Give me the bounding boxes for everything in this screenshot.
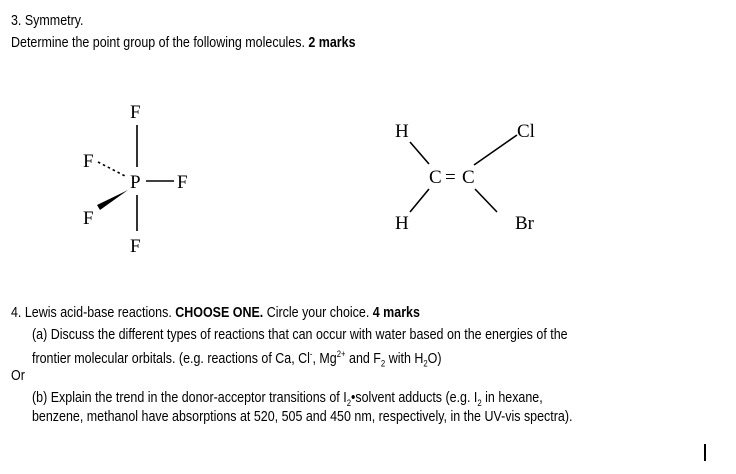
a-sup-1: - [309, 349, 313, 359]
a-text-5: O) [427, 350, 442, 367]
atom-f-top: F [130, 102, 141, 123]
b-sub-1: 2 [346, 397, 352, 408]
atom-f-bottom: F [130, 236, 141, 257]
atom-f-right: F [177, 172, 188, 193]
b-text-1: (b) Explain the trend in the donor-acceptor transitions of I [32, 390, 347, 406]
bond-c-br [475, 189, 497, 212]
atom-br: Br [515, 213, 534, 234]
double-bond-sign: = [445, 167, 456, 188]
text-cursor [704, 444, 706, 461]
atom-h-bottom: H [395, 213, 409, 234]
q4-choose-one: CHOOSE ONE. [175, 305, 264, 321]
q4-title-mid: Circle your choice. [263, 305, 373, 321]
bond-p-f-wedge [97, 190, 128, 210]
q4-title-prefix: 4. Lewis acid-base reactions. [11, 305, 176, 321]
atom-h-top: H [395, 121, 409, 142]
question-3-title: 3. Symmetry. [11, 13, 84, 29]
option-b-line-2: benzene, methanol have absorptions at 520, 505 and 450 nm, respectively, in the UV-vis spectra). [32, 409, 573, 425]
bond-p-f-dashed [98, 162, 127, 177]
b-sub-2: 2 [477, 397, 482, 408]
a-text-2: , Mg [312, 350, 337, 367]
q4-marks: 4 marks [372, 305, 420, 321]
option-a-line-1: (a) Discuss the different types of reactions that can occur with water based on the energies of the [32, 327, 568, 343]
a-sub-2: 2 [423, 358, 428, 369]
atom-c-right: C [462, 167, 475, 188]
atom-c-left: C [429, 167, 442, 188]
b-text-3: in hexane, [481, 390, 543, 406]
a-text-4: with H [385, 350, 424, 367]
alkene-structure [385, 115, 560, 240]
q3-marks: 2 marks [308, 35, 356, 51]
question-4-title [11, 305, 420, 322]
bond-h-c-bottom [410, 189, 429, 212]
pf5-structure [70, 95, 220, 270]
question-3-instruction [11, 35, 356, 52]
instruction-text: Determine the point group of the following molecules. [11, 35, 305, 51]
atom-p: P [130, 172, 141, 193]
b-dot: • [351, 390, 356, 406]
atom-cl: Cl [517, 121, 535, 142]
a-sup-2: 2+ [336, 349, 346, 359]
or-separator: Or [11, 368, 25, 384]
b-text-2: solvent adducts (e.g. I [355, 390, 478, 406]
a-text-3: and F [345, 350, 381, 367]
atom-f-left-dashed: F [83, 151, 94, 172]
bond-h-c-top [410, 142, 429, 164]
atom-f-left-wedge: F [83, 208, 94, 229]
option-a-line-2 [32, 346, 442, 373]
a-sub-1: 2 [380, 358, 386, 369]
bond-c-cl [474, 135, 517, 165]
a-text-1: frontier molecular orbitals. (e.g. reactions of Ca, Cl [32, 350, 310, 367]
